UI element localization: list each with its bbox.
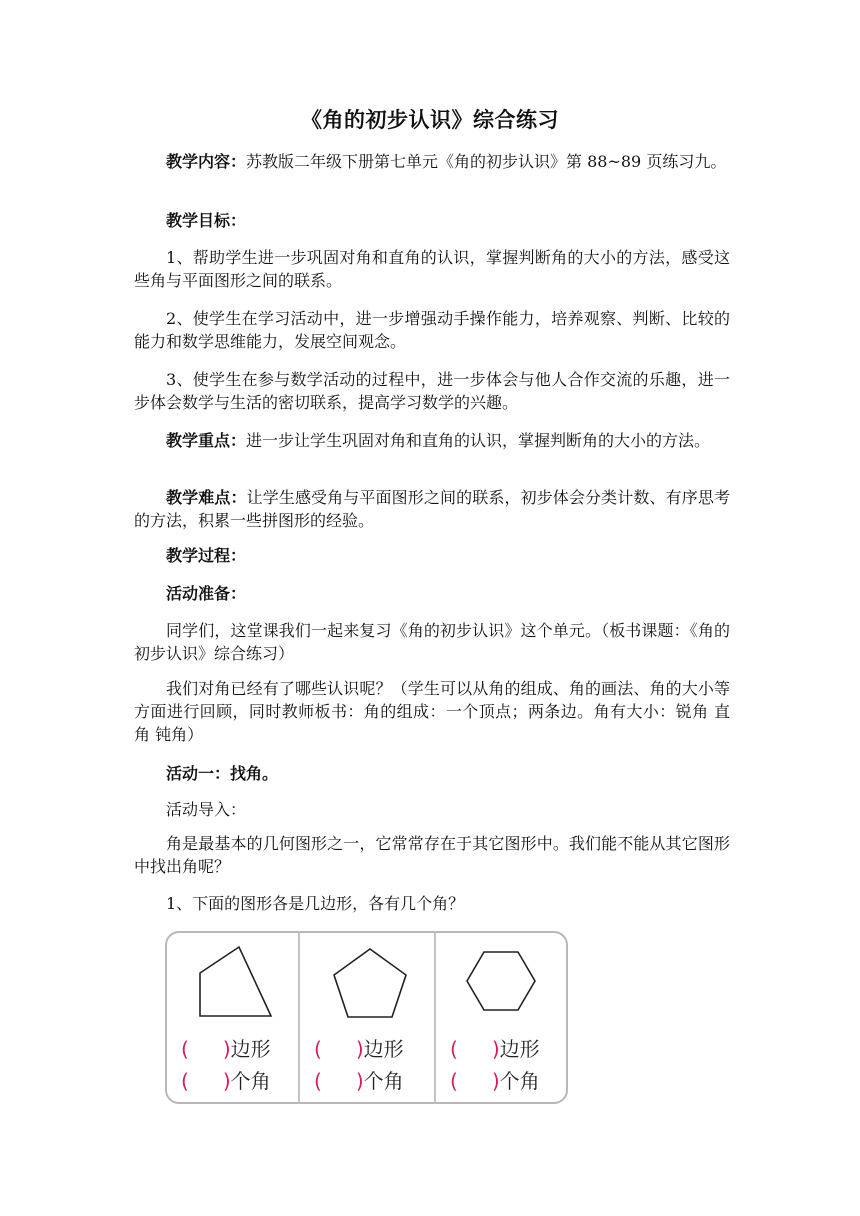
key-label: 教学重点： <box>166 431 247 450</box>
hexagon-shape-icon <box>436 933 566 1033</box>
angles-answer-line: ( )个角 <box>181 1069 271 1093</box>
process-label: 教学过程： <box>166 546 247 565</box>
content-label: 教学内容： <box>166 152 247 171</box>
review-paragraph: 我们对角已经有了哪些认识呢？（学生可以从角的组成、角的画法、角的大小等方面进行回顾，同时教师板书：角的组成：一个顶点；两条边。角有大小：锐角 直角 钝角） <box>134 679 730 744</box>
prep-paragraph: 同学们，这堂课我们一起来复习《角的初步认识》这个单元。（板书课题：《角的初步认识》综合练习） <box>134 621 730 663</box>
key-text: 进一步让学生巩固对角和直角的认识，掌握判断角的大小的方法。 <box>246 431 711 450</box>
figure-cell-quadrilateral <box>167 933 298 1102</box>
goal-1: 1、帮助学生进一步巩固对角和直角的认识，掌握判断角的大小的方法，感受这些角与平面图形之间的联系。 <box>134 248 730 290</box>
angles-answer-line: ( )个角 <box>314 1069 404 1093</box>
sides-answer-line: ( )边形 <box>314 1037 404 1061</box>
goals-label: 教学目标： <box>166 211 247 230</box>
goals-heading <box>134 209 730 232</box>
sides-answer-line: ( )边形 <box>181 1037 271 1061</box>
pentagon-shape-icon <box>300 933 434 1033</box>
teaching-content <box>134 150 730 173</box>
teaching-key-point <box>134 429 730 452</box>
intro-heading: 活动导入： <box>166 800 247 819</box>
prep-heading <box>134 582 730 605</box>
sides-answer-line: ( )边形 <box>450 1037 540 1061</box>
difficulty-text: 让学生感受角与平面图形之间的联系，初步体会分类计数、有序思考的方法，积累一些拼图形的经验。 <box>134 488 730 530</box>
process-heading <box>134 544 730 567</box>
difficulty-label: 教学难点： <box>166 488 247 507</box>
quadrilateral-shape-icon <box>167 933 298 1033</box>
figure-cell-pentagon <box>300 933 434 1102</box>
activity1-label: 活动一：找角。 <box>166 764 279 783</box>
content-text: 苏教版二年级下册第七单元《角的初步认识》第 88~89 页练习九。 <box>246 152 727 171</box>
activity1-heading <box>134 762 730 785</box>
intro-paragraph: 角是最基本的几何图形之一，它常常存在于其它图形中。我们能不能从其它图形中找出角呢？ <box>134 834 730 876</box>
goal-2: 2、使学生在学习活动中，进一步增强动手操作能力，培养观察、判断、比较的能力和数学思维能力，发展空间观念。 <box>134 309 730 351</box>
prep-label: 活动准备： <box>166 584 247 603</box>
polygon-figure <box>165 931 568 1104</box>
angles-answer-line: ( )个角 <box>450 1069 540 1093</box>
question-1: 1、下面的图形各是几边形，各有几个角？ <box>166 894 465 913</box>
page-title: 《角的初步认识》综合练习 <box>301 108 559 132</box>
goal-3: 3、使学生在参与数学活动的过程中，进一步体会与他人合作交流的乐趣，进一步体会数学与生活的密切联系，提高学习数学的兴趣。 <box>134 370 730 412</box>
figure-cell-hexagon <box>436 933 566 1102</box>
teaching-difficulty <box>134 486 730 532</box>
